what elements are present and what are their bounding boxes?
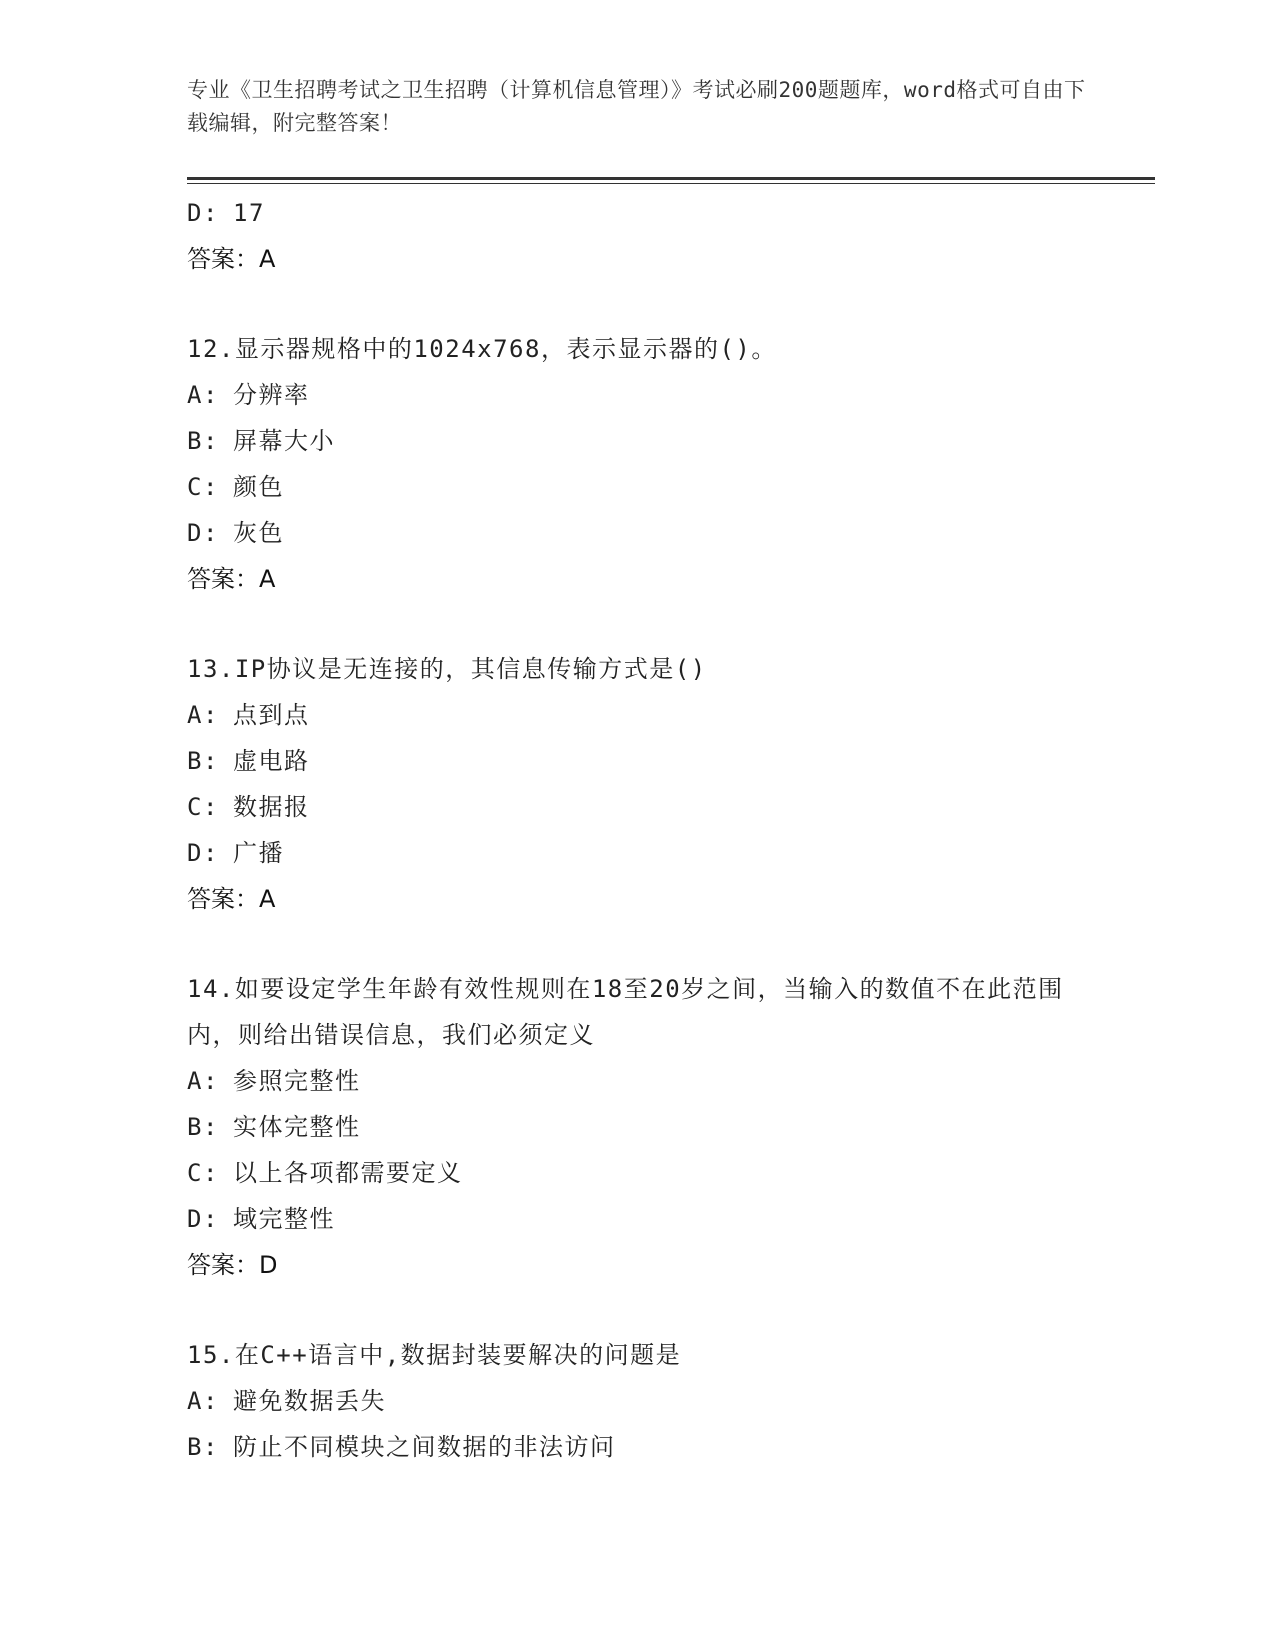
- q14-option-c: [187, 1150, 1155, 1196]
- option-text: 虚电路: [233, 747, 310, 775]
- option-letter: B:: [187, 1433, 219, 1461]
- option-text: 颜色: [233, 473, 284, 501]
- option-letter: B:: [187, 1113, 219, 1141]
- q13-option-c: [187, 784, 1155, 830]
- spacer: [187, 602, 1155, 646]
- option-text: 17: [233, 199, 265, 227]
- option-letter: C:: [187, 1159, 219, 1187]
- q14-answer: 答案：D: [187, 1251, 278, 1279]
- option-text: 防止不同模块之间数据的非法访问: [233, 1433, 616, 1461]
- q13-option-a: [187, 692, 1155, 738]
- option-text: 域完整性: [233, 1205, 335, 1233]
- prev-answer: 答案：A: [187, 245, 276, 273]
- option-text: 广播: [233, 839, 284, 867]
- option-letter: B:: [187, 427, 219, 455]
- q12-option-c: [187, 464, 1155, 510]
- option-text: 以上各项都需要定义: [233, 1159, 463, 1187]
- option-text: 屏幕大小: [233, 427, 335, 455]
- option-letter: D:: [187, 839, 219, 867]
- prev-option-d: [187, 190, 1155, 236]
- option-text: 数据报: [233, 793, 310, 821]
- option-letter: D:: [187, 199, 219, 227]
- q14-option-d: [187, 1196, 1155, 1242]
- q14-option-b: [187, 1104, 1155, 1150]
- question-15-text: 15.在C++语言中,数据封装要解决的问题是: [187, 1341, 682, 1369]
- option-letter: A:: [187, 1067, 219, 1095]
- option-text: 避免数据丢失: [233, 1387, 386, 1415]
- option-letter: A:: [187, 701, 219, 729]
- q12-option-b: [187, 418, 1155, 464]
- q12-option-a: [187, 372, 1155, 418]
- option-text: 灰色: [233, 519, 284, 547]
- document-header: 专业《卫生招聘考试之卫生招聘（计算机信息管理）》考试必刷200题题库，word格式可自由下载编辑，附完整答案！: [187, 78, 1086, 135]
- spacer: [187, 922, 1155, 966]
- option-letter: A:: [187, 1387, 219, 1415]
- q12-answer: 答案：A: [187, 565, 276, 593]
- q13-answer: 答案：A: [187, 885, 276, 913]
- q15-option-b: [187, 1424, 1155, 1470]
- option-letter: D:: [187, 519, 219, 547]
- header-divider-thin: [187, 183, 1155, 184]
- option-text: 参照完整性: [233, 1067, 361, 1095]
- option-letter: C:: [187, 793, 219, 821]
- question-list: [187, 190, 1155, 1470]
- header-divider-thick: [187, 177, 1155, 180]
- option-text: 实体完整性: [233, 1113, 361, 1141]
- q12-option-d: [187, 510, 1155, 556]
- q15-option-a: [187, 1378, 1155, 1424]
- question-13-text: 13.IP协议是无连接的，其信息传输方式是(): [187, 655, 707, 683]
- question-14-text: 14.如要设定学生年龄有效性规则在18至20岁之间，当输入的数值不在此范围内，则给出错误信息，我们必须定义: [187, 975, 1064, 1049]
- q13-option-b: [187, 738, 1155, 784]
- option-text: 点到点: [233, 701, 310, 729]
- spacer: [187, 282, 1155, 326]
- spacer: [187, 1288, 1155, 1332]
- q14-option-a: [187, 1058, 1155, 1104]
- option-letter: B:: [187, 747, 219, 775]
- question-12-text: 12.显示器规格中的1024x768，表示显示器的()。: [187, 335, 777, 363]
- option-text: 分辨率: [233, 381, 310, 409]
- option-letter: C:: [187, 473, 219, 501]
- option-letter: A:: [187, 381, 219, 409]
- q13-option-d: [187, 830, 1155, 876]
- option-letter: D:: [187, 1205, 219, 1233]
